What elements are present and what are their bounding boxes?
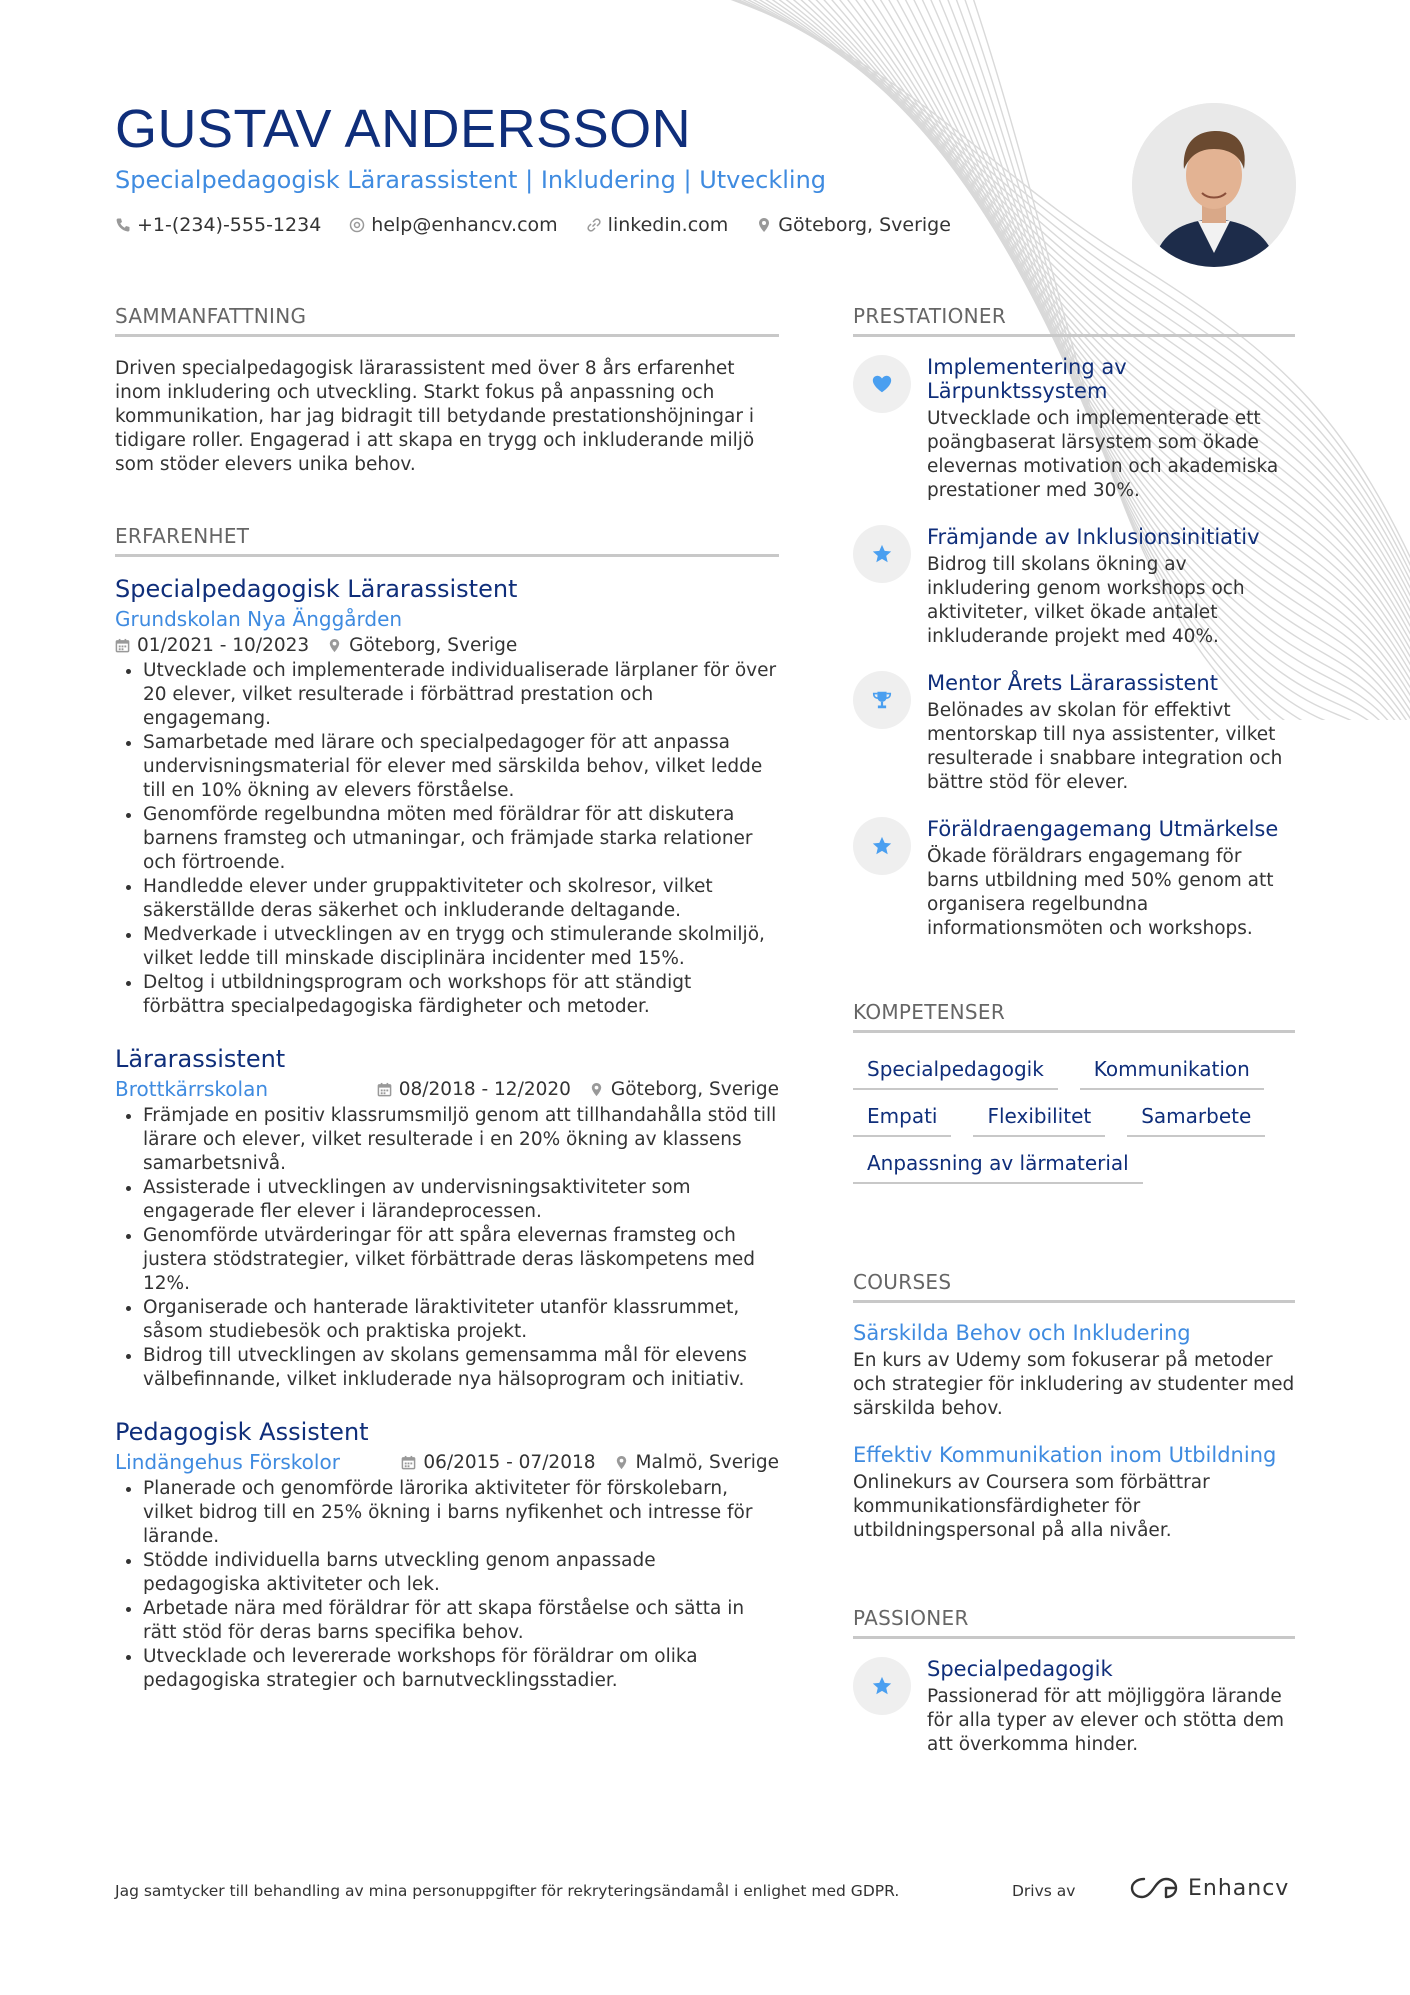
job-entry xyxy=(115,1418,779,1693)
location-pin-icon xyxy=(756,217,772,233)
job-bullet: • Utvecklade och levererade workshops för föräldrar om olika pedagogiska strategier och barnutvecklingsstadier. xyxy=(143,1645,779,1693)
at-icon xyxy=(349,217,365,233)
location-pin-icon xyxy=(614,1455,629,1470)
enhancv-logo[interactable] xyxy=(1130,1875,1289,1901)
achievement-item xyxy=(853,671,1295,795)
star-icon xyxy=(871,543,893,565)
profile-photo xyxy=(1132,103,1296,267)
course-desc: En kurs av Udemy som fokuserar på metoder och strategier för inkludering av studenter med särskilda behov. xyxy=(853,1350,1295,1419)
course-desc: Onlinekurs av Coursera som förbättrar kommunikationsfärdigheter för utbildningspersonal på alla nivåer. xyxy=(853,1472,1210,1541)
job-company: Grundskolan Nya Änggården xyxy=(115,607,403,631)
achievement-item xyxy=(853,525,1295,649)
job-bullets xyxy=(115,1477,779,1693)
calendar-icon xyxy=(401,1455,416,1470)
job-bullet: • Genomförde utvärderingar för att spåra elevernas framsteg och justera stödstrategier, vilket förbättrade deras läskompetens med 12%. xyxy=(143,1224,779,1296)
achievement-title: Mentor Årets Lärarassistent xyxy=(927,671,1218,695)
job-meta xyxy=(115,635,779,656)
achievement-item xyxy=(853,355,1295,503)
courses-heading: COURSES xyxy=(853,1270,1295,1303)
powered-by-label: Drivs av xyxy=(1012,1882,1076,1900)
trophy-icon xyxy=(871,689,893,711)
skill-tag: Anpassning av lärmaterial xyxy=(853,1151,1143,1184)
achievement-title: Implementering av Lärpunktssystem xyxy=(927,355,1127,403)
job-dates: 06/2015 - 07/2018 xyxy=(423,1451,596,1473)
location-pin-icon xyxy=(589,1082,604,1097)
job-title: Pedagogisk Assistent xyxy=(115,1418,369,1446)
course-item xyxy=(853,1321,1295,1421)
job-title: Specialpedagogisk Lärarassistent xyxy=(115,575,518,603)
job-bullet: • Organiserade och hanterade läraktiviteter utanför klassrummet, såsom studiebesök och praktiska projekt. xyxy=(143,1296,779,1344)
contact-location-text: Göteborg, Sverige xyxy=(778,214,951,236)
passion-item xyxy=(853,1657,1295,1757)
gdpr-consent: Jag samtycker till behandling av mina personuppgifter för rekryteringsändamål i enlighet med GDPR. xyxy=(115,1882,900,1900)
job-bullet: • Handledde elever under gruppaktiviteter och skolresor, vilket säkerställde deras säkerhet och inkluderande deltagande. xyxy=(143,875,779,923)
summary-heading: SAMMANFATTNING xyxy=(115,304,779,337)
achievement-item xyxy=(853,817,1295,941)
job-company-row xyxy=(115,1077,779,1101)
skills-section xyxy=(853,1000,1295,1184)
job-bullet: • Arbetade nära med föräldrar för att skapa förståelse och sätta in rätt stöd för deras barns specifika behov. xyxy=(143,1597,779,1645)
candidate-tagline: Specialpedagogisk Lärarassistent | Inkludering | Utveckling xyxy=(115,166,827,194)
phone-icon xyxy=(115,217,131,233)
skill-tag: Samarbete xyxy=(1127,1104,1265,1137)
job-title: Lärarassistent xyxy=(115,1045,286,1073)
job-location: Göteborg, Sverige xyxy=(349,635,518,656)
achievement-title: Främjande av Inklusionsinitiativ xyxy=(927,525,1260,549)
course-title: Särskilda Behov och Inkludering xyxy=(853,1321,1191,1345)
star-icon xyxy=(871,835,893,857)
heart-icon xyxy=(871,373,893,395)
job-bullet: • Samarbetade med lärare och specialpedagoger för att anpassa undervisningsmaterial för elever med särskilda behov, vilket ledde till en 10% ökning av elevers förståelse. xyxy=(143,731,779,803)
job-location: Göteborg, Sverige xyxy=(610,1078,779,1100)
job-bullet: • Främjade en positiv klassrumsmiljö genom att tillhandahålla stöd till lärare och elever, vilket resulterade i en 20% ökning av klassens samarbetsnivå. xyxy=(143,1104,779,1176)
location-pin-icon xyxy=(327,638,342,653)
achievement-desc: Bidrog till skolans ökning av inkludering genom workshops och aktiviteter, vilket ökade antalet inkluderande projekt med 40%. xyxy=(927,554,1245,647)
achievements-section xyxy=(853,304,1295,941)
summary-section xyxy=(115,304,779,477)
skills-heading: KOMPETENSER xyxy=(853,1000,1295,1033)
passions-heading: PASSIONER xyxy=(853,1606,1295,1639)
achievement-title: Föräldraengagemang Utmärkelse xyxy=(927,817,1279,841)
achievement-desc: Utvecklade och implementerade ett poängbaserat lärsystem som ökade elevernas motivation och akademiska prestationer med 30%. xyxy=(927,408,1279,501)
candidate-name: GUSTAV ANDERSSON xyxy=(115,99,692,159)
achievement-desc: Belönades av skolan för effektivt mentorskap till nya assistenter, vilket resulterade i snabbare integration och bättre stöd för elever. xyxy=(927,700,1283,793)
job-bullet: • Deltog i utbildningsprogram och workshops för att ständigt förbättra specialpedagogiska färdigheter och metoder. xyxy=(143,971,779,1019)
job-bullet: • Assisterade i utvecklingen av undervisningsaktiviteter som engagerade fler elever i lärandeprocessen. xyxy=(143,1176,779,1224)
job-bullets xyxy=(115,1104,779,1392)
job-bullet: • Planerade och genomförde lärorika aktiviteter för förskolebarn, vilket bidrog till en 25% ökning i barns nyfikenhet och intresse för lärande. xyxy=(143,1477,779,1549)
experience-section xyxy=(115,524,779,1693)
job-meta xyxy=(401,1452,779,1473)
course-title: Effektiv Kommunikation inom Utbildning xyxy=(853,1443,1277,1467)
job-meta xyxy=(377,1079,779,1100)
skill-tag: Kommunikation xyxy=(1080,1057,1264,1090)
avatar-illustration xyxy=(1132,103,1296,267)
job-company-row xyxy=(115,1450,779,1474)
achievements-heading: PRESTATIONER xyxy=(853,304,1295,337)
enhancv-logo-icon xyxy=(1130,1875,1178,1901)
job-dates: 01/2021 - 10/2023 xyxy=(137,635,310,656)
contact-phone[interactable] xyxy=(115,214,321,236)
job-bullet: • Medverkade i utvecklingen av en trygg och stimulerande skolmiljö, vilket ledde till minskade disciplinära incidenter med 15%. xyxy=(143,923,779,971)
contact-website[interactable] xyxy=(586,214,729,236)
job-company: Brottkärrskolan xyxy=(115,1077,269,1101)
job-bullets xyxy=(115,659,779,1019)
passions-section xyxy=(853,1606,1295,1757)
contact-phone-text: +1-(234)-555-1234 xyxy=(137,214,322,236)
job-bullet: • Bidrog till utvecklingen av skolans gemensamma mål för elevens välbefinnande, vilket inkluderade nya hälsoprogram och initiativ. xyxy=(143,1344,779,1392)
summary-text: Driven specialpedagogisk lärarassistent med över 8 års erfarenhet inom inkludering och utveckling. Starkt fokus på anpassning och kommunikation, har jag bidragit till betydande prestationshöjningar i tidigare roller. Engagerad i att skapa en trygg och inkluderande miljö som stöder elevers unika behov. xyxy=(115,358,755,475)
job-entry xyxy=(115,575,779,1019)
job-location: Malmö, Sverige xyxy=(635,1451,779,1473)
calendar-icon xyxy=(377,1082,392,1097)
calendar-icon xyxy=(115,638,130,653)
course-item xyxy=(853,1443,1295,1543)
contact-location xyxy=(756,214,951,236)
job-company: Lindängehus Förskolor xyxy=(115,1450,340,1474)
job-dates: 08/2018 - 12/2020 xyxy=(398,1078,571,1100)
job-bullet: • Utvecklade och implementerade individualiserade lärplaner för över 20 elever, vilket resulterade i förbättrad prestation och engagemang. xyxy=(143,659,779,731)
passion-desc: Passionerad för att möjliggöra lärande för alla typer av elever och stötta dem att överkomma hinder. xyxy=(927,1686,1285,1755)
job-entry xyxy=(115,1045,779,1392)
passion-title: Specialpedagogik xyxy=(927,1657,1113,1681)
job-bullet: • Stödde individuella barns utveckling genom anpassade pedagogiska aktiviteter och lek. xyxy=(143,1549,779,1597)
contact-website-text: linkedin.com xyxy=(607,214,729,236)
enhancv-logo-text: Enhancv xyxy=(1188,1875,1290,1901)
skill-tag: Empati xyxy=(853,1104,951,1137)
contact-email-text: help@enhancv.com xyxy=(371,214,558,236)
skill-tag: Specialpedagogik xyxy=(853,1057,1058,1090)
experience-heading: ERFARENHET xyxy=(115,524,779,557)
contact-bar xyxy=(115,214,951,236)
contact-email[interactable] xyxy=(349,214,557,236)
job-bullet: • Genomförde regelbundna möten med föräldrar för att diskutera barnens framsteg och utmaningar, och främjade starka relationer och förtroende. xyxy=(143,803,779,875)
skill-tag: Flexibilitet xyxy=(973,1104,1105,1137)
courses-section xyxy=(853,1270,1295,1543)
star-icon xyxy=(871,1675,893,1697)
achievement-desc: Ökade föräldrars engagemang för barns utbildning med 50% genom att organisera regelbundna informationsmöten och workshops. xyxy=(927,846,1274,939)
skills-list xyxy=(853,1057,1295,1184)
link-icon xyxy=(586,217,602,233)
